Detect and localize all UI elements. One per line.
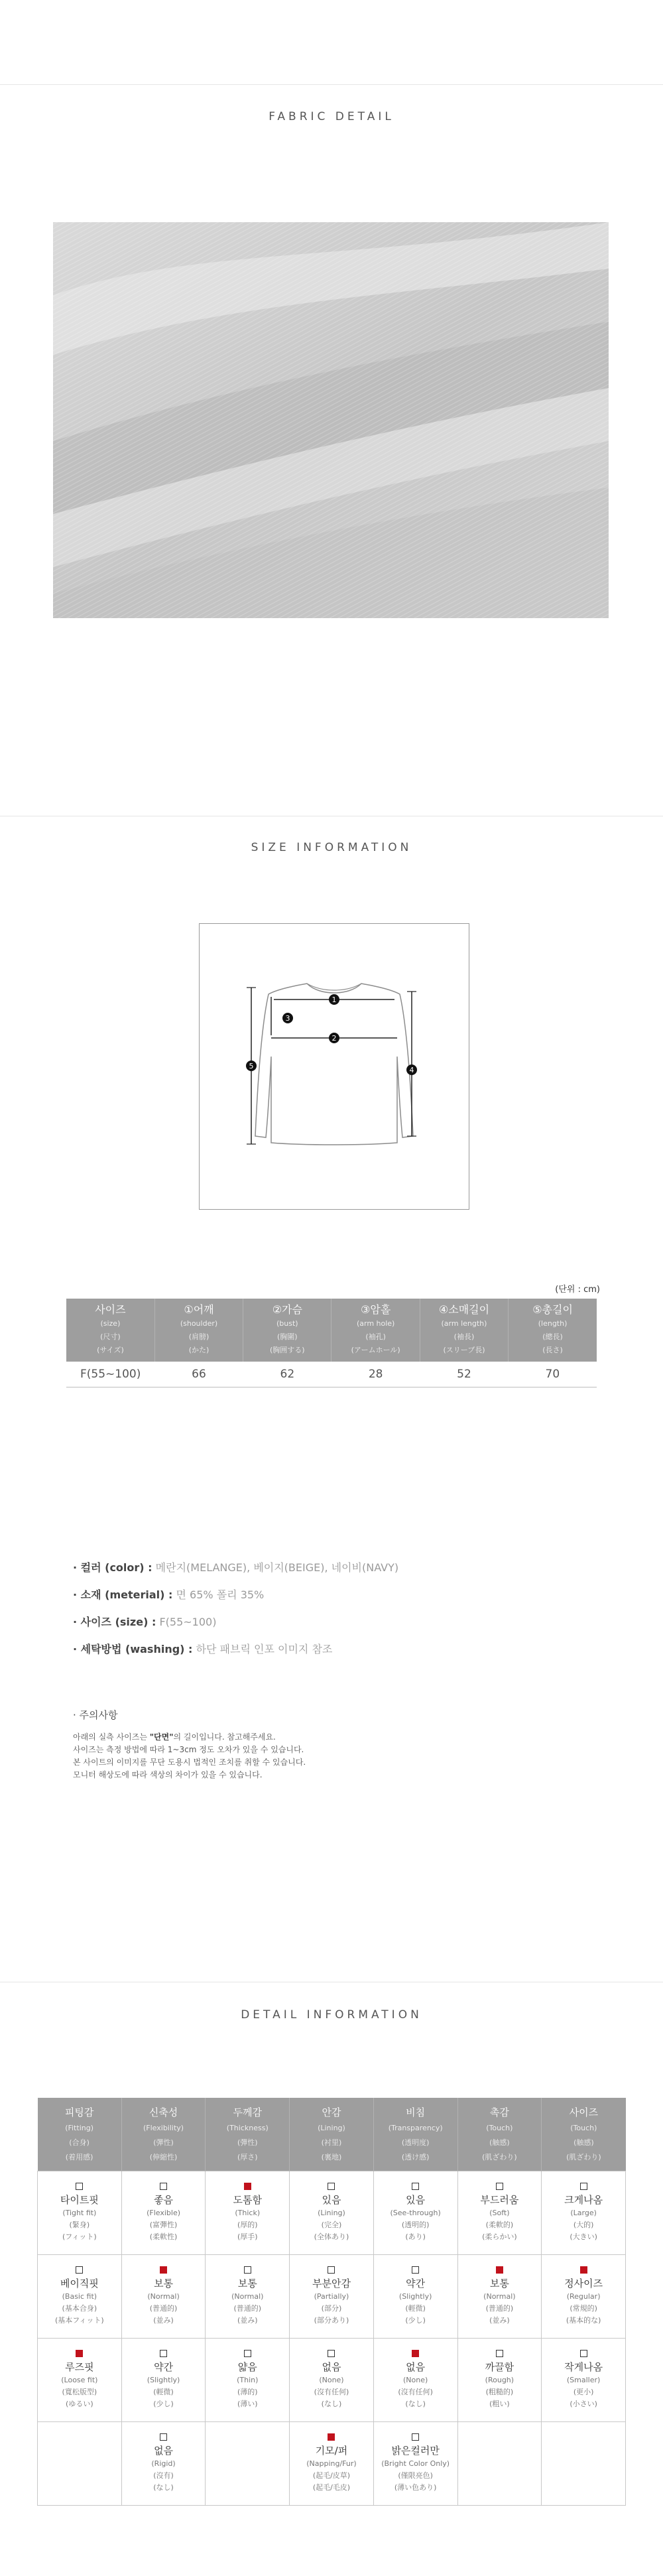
option-sublabel: (なし) bbox=[405, 2400, 426, 2408]
option-sublabel: (柔軟性) bbox=[149, 2232, 178, 2241]
checkbox-icon bbox=[76, 2266, 83, 2274]
touch-header-cell: 촉감 (Touch) (触感) (肌ざわり) bbox=[457, 2098, 542, 2171]
option-sublabel: (並み) bbox=[237, 2316, 258, 2325]
option-cell bbox=[457, 2255, 542, 2339]
option-sublabel: (富彈性) bbox=[149, 2221, 178, 2229]
option-label: 까끌함 bbox=[485, 2361, 514, 2373]
option-sublabel: (小さい) bbox=[570, 2400, 597, 2408]
option-sublabel: (薄い色あり) bbox=[394, 2483, 437, 2492]
option-label: 루즈핏 bbox=[65, 2361, 94, 2373]
option-sublabel: (None) bbox=[403, 2376, 428, 2384]
option-sublabel: (Smaller) bbox=[566, 2376, 601, 2384]
option-cell bbox=[38, 2339, 122, 2422]
option-label: 없음 bbox=[406, 2361, 426, 2373]
option-sublabel: (完全) bbox=[321, 2221, 342, 2229]
option-label: 있음 bbox=[322, 2194, 341, 2206]
option-label: 도톰함 bbox=[233, 2194, 262, 2206]
option-sublabel: (全体あり) bbox=[314, 2232, 349, 2241]
option-cell bbox=[206, 2255, 290, 2339]
option-sublabel: (Slightly) bbox=[398, 2292, 432, 2301]
option-sublabel: (普通的) bbox=[485, 2304, 514, 2313]
detail-table bbox=[37, 2098, 626, 2506]
marker-3 bbox=[282, 1013, 293, 1023]
option-label: 작게나옴 bbox=[564, 2361, 603, 2373]
option-cell bbox=[373, 2422, 457, 2506]
table-cell: 66 bbox=[154, 1362, 243, 1387]
checkbox-icon bbox=[496, 2183, 503, 2190]
option-sublabel: (None) bbox=[319, 2376, 344, 2384]
option-sublabel: (僅限亮色) bbox=[398, 2471, 433, 2480]
checked-box-icon bbox=[580, 2266, 587, 2274]
table-row bbox=[38, 2255, 626, 2339]
option-cell bbox=[457, 2339, 542, 2422]
option-sublabel: (起毛/皮草) bbox=[312, 2471, 351, 2480]
option-sublabel: (粗糙的) bbox=[485, 2388, 514, 2396]
option-label: 없음 bbox=[154, 2445, 174, 2457]
option-sublabel: (Loose fit) bbox=[61, 2376, 98, 2384]
option-cell bbox=[373, 2339, 457, 2422]
svg-text:1: 1 bbox=[332, 996, 337, 1004]
fabric-photo bbox=[53, 222, 609, 618]
option-sublabel: (Rough) bbox=[485, 2376, 514, 2384]
option-sublabel: (Regular) bbox=[566, 2292, 601, 2301]
size-diagram bbox=[199, 923, 469, 1210]
option-label: 보통 bbox=[237, 2278, 257, 2289]
option-sublabel: (Thin) bbox=[237, 2376, 259, 2384]
top-divider bbox=[0, 84, 663, 85]
option-cell bbox=[457, 2171, 542, 2255]
option-sublabel: (柔らかい) bbox=[482, 2232, 517, 2241]
bust-header-cell: ②가슴 (bust) (胸圍) (胸囲する) bbox=[243, 1299, 332, 1362]
option-sublabel: (厚的) bbox=[237, 2221, 258, 2229]
color-info: · 컬러 (color) : 메란지(MELANGE), 베이지(BEIGE), 네이비(NAVY) bbox=[73, 1561, 399, 1574]
option-sublabel: (なし) bbox=[321, 2400, 342, 2408]
checkbox-icon bbox=[244, 2266, 251, 2274]
option-sublabel: (普通的) bbox=[149, 2304, 178, 2313]
option-sublabel: (Large) bbox=[570, 2209, 597, 2217]
option-sublabel: (基本的な) bbox=[566, 2316, 601, 2325]
option-sublabel: (厚手) bbox=[237, 2232, 258, 2241]
option-cell bbox=[373, 2255, 457, 2339]
option-label: 없음 bbox=[322, 2361, 341, 2373]
notice bbox=[73, 1708, 603, 1781]
arm-length-header-cell: ④소매길이 (arm length) (袖長) (スリーブ長) bbox=[420, 1299, 508, 1362]
option-cell bbox=[290, 2255, 374, 2339]
notice-line: 본 사이트의 이미지를 무단 도용시 법적인 조치를 취할 수 있습니다. bbox=[73, 1758, 306, 1767]
marker-4 bbox=[406, 1064, 417, 1075]
table-row bbox=[38, 2171, 626, 2255]
option-cell bbox=[121, 2171, 206, 2255]
checkbox-icon bbox=[328, 2183, 335, 2190]
svg-text:5: 5 bbox=[249, 1062, 254, 1070]
checkbox-icon bbox=[412, 2266, 419, 2274]
option-sublabel: (大的) bbox=[573, 2221, 594, 2229]
option-sublabel: (Rigid) bbox=[151, 2459, 176, 2468]
table-cell: F(55~100) bbox=[66, 1362, 154, 1387]
option-sublabel: (あり) bbox=[405, 2232, 426, 2241]
size-header-cell: 사이즈 (Touch) (触感) (肌ざわり) bbox=[542, 2098, 626, 2171]
option-sublabel: (Partially) bbox=[314, 2292, 349, 2301]
option-sublabel: (薄い) bbox=[237, 2400, 258, 2408]
material-info: · 소재 (meterial) : 면 65% 폴리 35% bbox=[73, 1588, 265, 1601]
shoulder-header-cell: ①어깨 (shoulder) (肩膀) (かた) bbox=[154, 1299, 243, 1362]
option-sublabel: (See-through) bbox=[390, 2209, 441, 2217]
option-cell bbox=[206, 2339, 290, 2422]
option-sublabel: (輕微) bbox=[405, 2304, 426, 2313]
notice-line: 사이즈는 측정 방법에 따라 1~3cm 정도 오차가 있을 수 있습니다. bbox=[73, 1745, 304, 1754]
option-sublabel: (なし) bbox=[153, 2483, 174, 2492]
option-cell bbox=[121, 2255, 206, 2339]
option-sublabel: (Normal) bbox=[147, 2292, 180, 2301]
option-sublabel: (常規的) bbox=[570, 2304, 597, 2313]
checkbox-icon bbox=[412, 2433, 419, 2441]
option-sublabel: (並み) bbox=[153, 2316, 174, 2325]
option-label: 타이트핏 bbox=[60, 2194, 99, 2206]
option-sublabel: (Flexible) bbox=[147, 2209, 181, 2217]
checkbox-icon bbox=[496, 2350, 503, 2357]
checkbox-icon bbox=[160, 2433, 167, 2441]
option-label: 보통 bbox=[489, 2278, 509, 2289]
notice-line: 아래의 실측 사이즈는 "단면"의 길이입니다. 참고해주세요. bbox=[73, 1732, 276, 1742]
option-sublabel: (フィット) bbox=[62, 2232, 97, 2241]
size-header-cell: 사이즈 (size) (尺寸) (サイズ) bbox=[66, 1299, 154, 1362]
table-cell: 28 bbox=[332, 1362, 420, 1387]
table-cell: 62 bbox=[243, 1362, 332, 1387]
option-sublabel: (粗い) bbox=[489, 2400, 510, 2408]
marker-1 bbox=[329, 994, 339, 1005]
option-sublabel: (少し) bbox=[405, 2316, 426, 2325]
size-table bbox=[66, 1299, 597, 1387]
option-label: 약간 bbox=[406, 2278, 426, 2289]
option-sublabel: (普通的) bbox=[233, 2304, 262, 2313]
notice-title: · 주의사항 bbox=[73, 1709, 118, 1721]
armhole-header-cell: ③암홀 (arm hole) (袖孔) (アームホール) bbox=[332, 1299, 420, 1362]
fitting-header-cell: 피팅감 (Fitting) (合身) (着用感) bbox=[38, 2098, 122, 2171]
table-row bbox=[66, 1362, 597, 1387]
checkbox-icon bbox=[412, 2183, 419, 2190]
option-cell bbox=[206, 2171, 290, 2255]
option-cell bbox=[290, 2171, 374, 2255]
checked-box-icon bbox=[328, 2433, 335, 2441]
checkbox-icon bbox=[580, 2350, 587, 2357]
product-info bbox=[73, 1561, 603, 1670]
checkbox-icon bbox=[160, 2183, 167, 2190]
option-sublabel: (Normal) bbox=[231, 2292, 264, 2301]
option-cell bbox=[38, 2171, 122, 2255]
option-cell bbox=[373, 2171, 457, 2255]
option-sublabel: (沒有任何) bbox=[314, 2388, 349, 2396]
empty-cell bbox=[542, 2422, 626, 2506]
length-header-cell: ⑤총길이 (length) (總長) (長さ) bbox=[509, 1299, 597, 1362]
thickness-header-cell: 두께감 (Thickness) (彈性) (厚さ) bbox=[206, 2098, 290, 2171]
option-sublabel: (透明的) bbox=[401, 2221, 430, 2229]
checkbox-icon bbox=[580, 2183, 587, 2190]
empty-cell bbox=[38, 2422, 122, 2506]
checkbox-icon bbox=[328, 2266, 335, 2274]
option-sublabel: (寬松版型) bbox=[62, 2388, 97, 2396]
transparency-header-cell: 비침 (Transparency) (透明度) (透け感) bbox=[373, 2098, 457, 2171]
option-cell bbox=[290, 2422, 374, 2506]
option-sublabel: (部分) bbox=[321, 2304, 342, 2313]
detail-information-title: DETAIL INFORMATION bbox=[241, 2008, 422, 2022]
option-sublabel: (Bright Color Only) bbox=[381, 2459, 450, 2468]
table-row bbox=[38, 2339, 626, 2422]
unit-label: (단위 : cm) bbox=[555, 1285, 600, 1295]
option-cell bbox=[38, 2255, 122, 2339]
option-sublabel: (Slightly) bbox=[147, 2376, 180, 2384]
option-sublabel: (Lining) bbox=[318, 2209, 345, 2217]
checked-box-icon bbox=[160, 2266, 167, 2274]
size-table-header bbox=[66, 1299, 597, 1362]
option-sublabel: (基本合身) bbox=[62, 2304, 97, 2313]
option-sublabel: (輕微) bbox=[153, 2388, 174, 2396]
empty-cell bbox=[206, 2422, 290, 2506]
option-label: 기모/퍼 bbox=[315, 2445, 348, 2457]
option-sublabel: (沒有) bbox=[153, 2471, 174, 2480]
option-sublabel: (少し) bbox=[153, 2400, 174, 2408]
option-cell bbox=[542, 2171, 626, 2255]
size-information-title: SIZE INFORMATION bbox=[251, 841, 412, 854]
size-info: · 사이즈 (size) : F(55~100) bbox=[73, 1616, 217, 1628]
checkbox-icon bbox=[328, 2350, 335, 2357]
option-sublabel: (基本フィット) bbox=[55, 2316, 104, 2325]
svg-text:2: 2 bbox=[332, 1034, 337, 1043]
option-label: 약간 bbox=[154, 2361, 174, 2373]
option-sublabel: (部分あり) bbox=[314, 2316, 349, 2325]
lining-header-cell: 안감 (Lining) (衬里) (裏地) bbox=[290, 2098, 374, 2171]
option-label: 베이직핏 bbox=[60, 2278, 99, 2289]
option-label: 밝은컬러만 bbox=[391, 2445, 440, 2457]
checked-box-icon bbox=[76, 2350, 83, 2357]
option-label: 부드러움 bbox=[480, 2194, 519, 2206]
option-sublabel: (Normal) bbox=[483, 2292, 516, 2301]
detail-table-header bbox=[38, 2098, 626, 2171]
table-row bbox=[38, 2422, 626, 2506]
option-sublabel: (大きい) bbox=[570, 2232, 597, 2241]
option-label: 얇음 bbox=[237, 2361, 257, 2373]
checkbox-icon bbox=[160, 2350, 167, 2357]
option-sublabel: (Thick) bbox=[235, 2209, 261, 2217]
option-sublabel: (更小) bbox=[573, 2388, 594, 2396]
option-cell bbox=[121, 2339, 206, 2422]
marker-5 bbox=[246, 1061, 257, 1071]
option-sublabel: (Soft) bbox=[489, 2209, 510, 2217]
option-label: 좋음 bbox=[154, 2194, 174, 2206]
option-cell bbox=[542, 2339, 626, 2422]
table-cell: 52 bbox=[420, 1362, 508, 1387]
option-sublabel: (薄的) bbox=[237, 2388, 258, 2396]
checkbox-icon bbox=[244, 2350, 251, 2357]
option-cell bbox=[121, 2422, 206, 2506]
checked-box-icon bbox=[244, 2183, 251, 2190]
checked-box-icon bbox=[496, 2266, 503, 2274]
option-sublabel: (緊身) bbox=[69, 2221, 90, 2229]
option-sublabel: (柔軟的) bbox=[485, 2221, 514, 2229]
option-label: 있음 bbox=[406, 2194, 426, 2206]
option-label: 정사이즈 bbox=[564, 2278, 603, 2289]
option-sublabel: (Tight fit) bbox=[62, 2209, 97, 2217]
option-sublabel: (起毛/毛皮) bbox=[312, 2483, 351, 2492]
svg-text:3: 3 bbox=[285, 1014, 290, 1023]
notice-line: 모니터 해상도에 따라 색상의 차이가 있을 수 있습니다. bbox=[73, 1770, 263, 1779]
svg-text:4: 4 bbox=[409, 1066, 414, 1074]
marker-2 bbox=[329, 1033, 339, 1043]
option-sublabel: (Napping/Fur) bbox=[306, 2459, 357, 2468]
flexibility-header-cell: 신축성 (Flexibility) (彈性) (伸縮性) bbox=[121, 2098, 206, 2171]
checked-box-icon bbox=[412, 2350, 419, 2357]
option-sublabel: (並み) bbox=[489, 2316, 510, 2325]
empty-cell bbox=[457, 2422, 542, 2506]
checkbox-icon bbox=[76, 2183, 83, 2190]
option-sublabel: (Basic fit) bbox=[62, 2292, 97, 2301]
option-cell bbox=[290, 2339, 374, 2422]
option-label: 보통 bbox=[154, 2278, 174, 2289]
fabric-detail-title: FABRIC DETAIL bbox=[269, 110, 394, 123]
option-cell bbox=[542, 2255, 626, 2339]
option-label: 부분안감 bbox=[312, 2278, 351, 2289]
table-cell: 70 bbox=[509, 1362, 597, 1387]
option-sublabel: (ゆるい) bbox=[66, 2400, 93, 2408]
option-sublabel: (沒有任何) bbox=[398, 2388, 433, 2396]
washing-info: · 세탁방법 (washing) : 하단 패브릭 인포 이미지 참조 bbox=[73, 1643, 333, 1655]
option-label: 크게나옴 bbox=[564, 2194, 603, 2206]
